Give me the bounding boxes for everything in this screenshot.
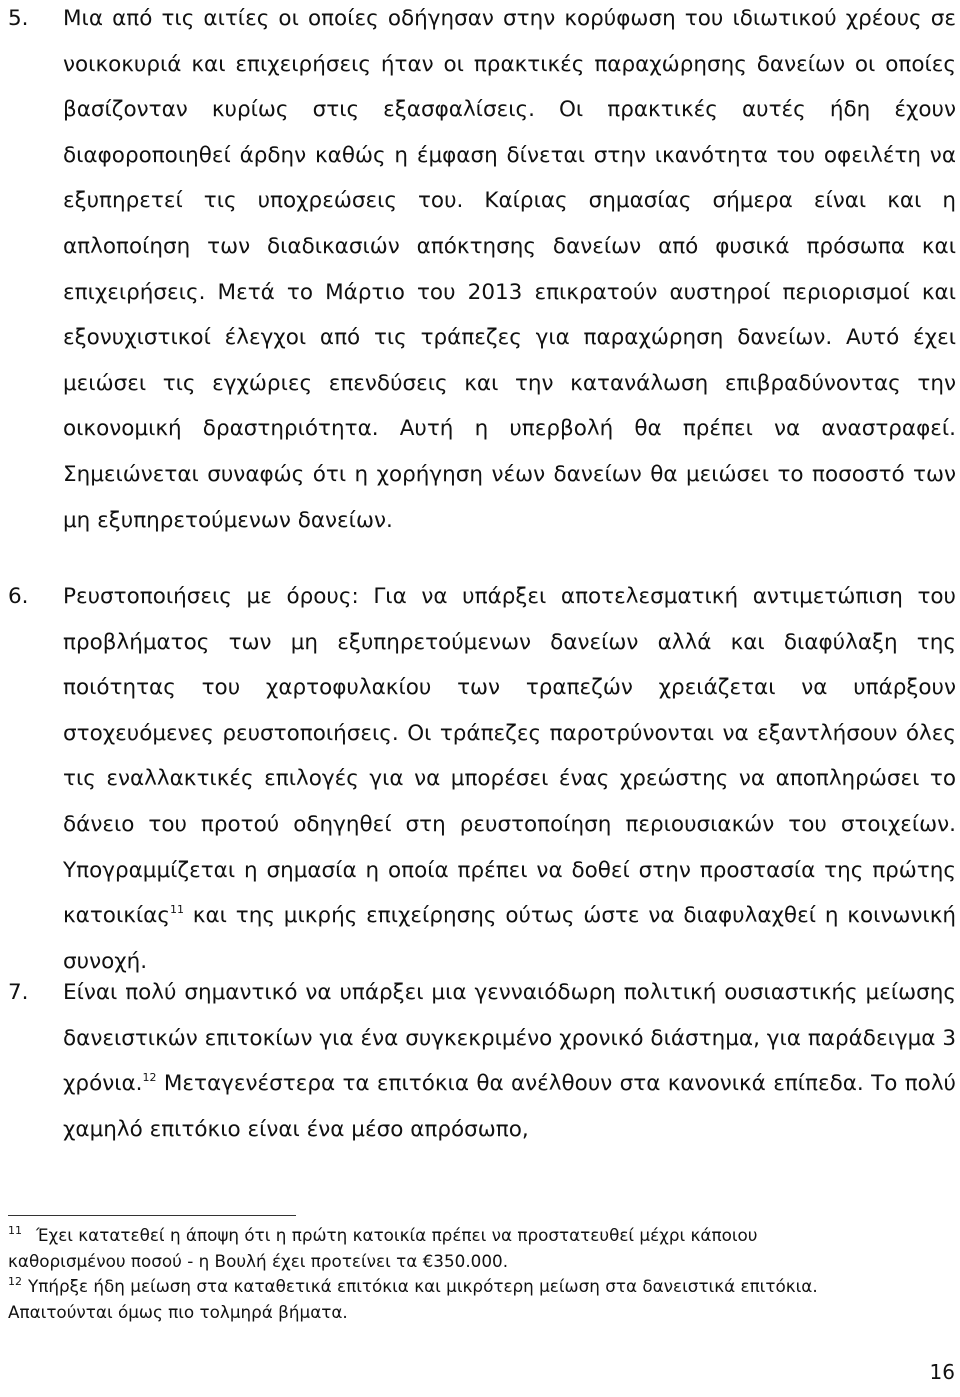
page-number: 16 xyxy=(929,1360,955,1384)
footnote-reference[interactable]: 12 xyxy=(142,1071,157,1085)
item-number: 5. xyxy=(8,6,29,31)
item-text-part: Είναι πολύ σημαντικό να υπάρξει μια γενναιόδωρη πολιτική ουσιαστικής μείωσης δανειστικών επιτοκίων για ένα συγκεκριμένο χρονικό διάστημα, για παράδειγμα 3 χρόνια. xyxy=(63,980,956,1097)
footnote-12 xyxy=(8,1274,956,1325)
footnote-separator xyxy=(8,1215,296,1216)
footnote-text: Υπήρξε ήδη μείωση στα καταθετικά επιτόκια και μικρότερη μείωση στα δανειστικά επιτόκια. xyxy=(28,1276,818,1296)
item-text-part: Μεταγενέστερα τα επιτόκια θα ανέλθουν στα κανονικά επίπεδα. Το πολύ χαμηλό επιτόκιο είναι ένα μέσο απρόσωπο, xyxy=(63,1071,956,1142)
item-text xyxy=(63,574,956,984)
footnote-text: Έχει κατατεθεί η άποψη ότι η πρώτη κατοικία πρέπει να προστατευθεί μέχρι κάποιου xyxy=(36,1225,758,1245)
item-text-part: Ρευστοποιήσεις με όρους: Για να υπάρξει αποτελεσματική αντιμετώπιση του προβλήματος των μη εξυπηρετούμενων δανείων αλλά και διαφύλαξη της ποιότητας του χαρτοφυλακίου των τραπεζών χρειάζεται να υπάρξουν στοχευόμενες ρευστοποιήσεις. Οι τράπεζες παροτρύνονται να εξαντλήσουν όλες τις εναλλακτικές επιλογές για να μπορέσει ένας χρεώστης να αποπληρώσει το δάνειο του προτού οδηγηθεί στη ρευστοποίηση περιουσιακών του στοιχείων. Υπογραμμίζεται η σημασία η οποία πρέπει να δοθεί στην προστασία της πρώτης κατοικίας xyxy=(63,584,956,929)
list-item-6 xyxy=(8,574,956,984)
footnote-11 xyxy=(8,1223,956,1274)
item-text: Μια από τις αιτίες οι οποίες οδήγησαν στην κορύφωση του ιδιωτικού χρέους σε νοικοκυριά και επιχειρήσεις ήταν οι πρακτικές παραχώρησης δανείων οι οποίες βασίζονταν κυρίως στις εξασφαλίσεις. Οι πρακτικές αυτές ήδη έχουν διαφοροποιηθεί άρδην καθώς η έμφαση δίνεται στην ικανότητα του οφειλέτη να εξυπηρετεί τις υποχρεώσεις του. Καίριας σημασίας σήμερα είναι και η απλοποίηση των διαδικασιών απόκτησης δανείων από φυσικά πρόσωπα και επιχειρήσεις. Μετά το Μάρτιο του 2013 επικρατούν αυστηροί περιορισμοί και εξονυχιστικοί έλεγχοι από τις τράπεζες για παραχώρηση δανείων. Αυτό έχει μειώσει τις εγχώριες επενδύσεις και την κατανάλωση επιβραδύνοντας την οικονομική δραστηριότητα. Αυτή η υπερβολή θα πρέπει να αναστραφεί. Σημειώνεται συναφώς ότι η χορήγηση νέων δανείων θα μειώσει το ποσοστό των μη εξυπηρετούμενων δανείων. xyxy=(63,6,956,533)
item-text-part: και της μικρής επιχείρησης ούτως ώστε να διαφυλαχθεί η κοινωνική συνοχή. xyxy=(63,903,956,974)
footnotes xyxy=(8,1223,956,1325)
list-item-7 xyxy=(8,970,956,1152)
footnote-mark: 11 xyxy=(8,1224,22,1237)
footnote-mark: 12 xyxy=(8,1275,22,1288)
footnote-reference[interactable]: 11 xyxy=(169,903,184,917)
list-item-5 xyxy=(8,0,956,543)
item-number: 7. xyxy=(8,980,29,1005)
item-number: 6. xyxy=(8,584,29,609)
footnote-text: Απαιτούνται όμως πιο τολμηρά βήματα. xyxy=(8,1301,348,1322)
item-text xyxy=(63,970,956,1152)
footnote-text: καθορισμένου ποσού - η Βουλή έχει προτείνει τα €350.000. xyxy=(8,1250,509,1271)
